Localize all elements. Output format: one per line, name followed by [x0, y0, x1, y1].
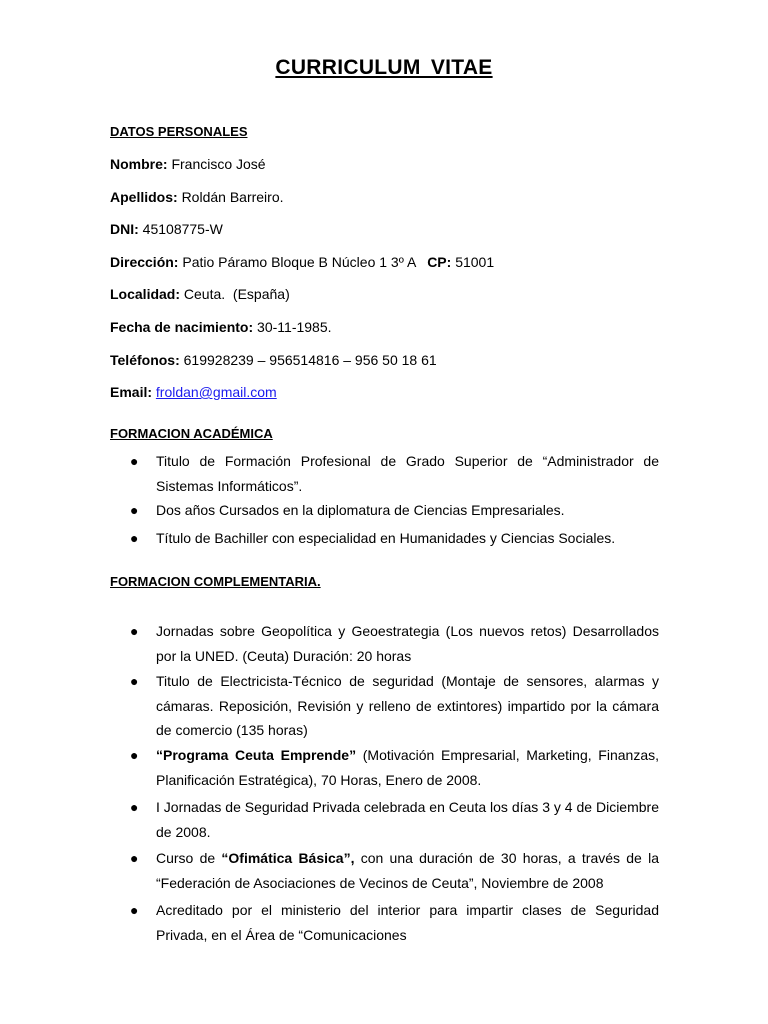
field-email — [110, 384, 277, 400]
field-localidad — [110, 286, 290, 302]
list-item — [130, 449, 659, 498]
label-localidad: Localidad: — [110, 286, 181, 302]
list-item — [130, 669, 659, 743]
section-heading-datos-personales: DATOS PERSONALES — [110, 124, 248, 139]
label-direccion: Dirección: — [110, 254, 179, 270]
document-title: CURRICULUM VITAE — [275, 56, 493, 79]
value-direccion: Patio Páramo Bloque B Núcleo 1 3º A — [182, 254, 416, 270]
value-fecha-nacimiento: 30-11-1985. — [257, 319, 332, 335]
list-item — [130, 846, 659, 895]
list-item-text: Titulo de Electricista-Técnico de seguridad (Montaje de sensores, alarmas y cámaras. Reposición, Revisión y relleno de extintores) impartido por la cámara de comercio (135 horas) — [156, 673, 659, 738]
list-item — [130, 898, 659, 947]
list-item — [130, 526, 659, 551]
value-cp: 51001 — [455, 254, 495, 270]
field-telefonos — [110, 352, 437, 368]
field-nombre — [110, 156, 266, 172]
list-item-text — [156, 846, 659, 895]
bullet-icon: ● — [130, 850, 139, 866]
value-dni: 45108775-W — [142, 221, 223, 237]
bullet-icon: ● — [130, 673, 139, 689]
list-item-text: Acreditado por el ministerio del interior para impartir clases de Seguridad Privada, en el Área de “Comunicaciones — [156, 902, 659, 943]
label-apellidos: Apellidos: — [110, 189, 178, 205]
field-fecha-nacimiento — [110, 319, 332, 335]
list-item — [130, 498, 659, 523]
programa-ceuta-emprende-title: “Programa Ceuta Emprende” — [156, 747, 357, 763]
value-nombre: Francisco José — [171, 156, 266, 172]
list-item-text: Dos años Cursados en la diplomatura de Ciencias Empresariales. — [156, 502, 565, 518]
bullet-icon: ● — [130, 502, 139, 518]
list-item-text: I Jornadas de Seguridad Privada celebrada en Ceuta los días 3 y 4 de Diciembre de 2008. — [156, 799, 659, 840]
list-item — [130, 795, 659, 844]
field-direccion — [110, 254, 494, 270]
bullet-icon: ● — [130, 530, 139, 546]
list-item — [130, 743, 659, 792]
label-telefonos: Teléfonos: — [110, 352, 180, 368]
bullet-icon: ● — [130, 453, 139, 469]
label-cp: CP: — [427, 254, 452, 270]
field-apellidos — [110, 189, 284, 205]
ofimatica-prefix: Curso de — [156, 850, 222, 866]
label-email: Email: — [110, 384, 153, 400]
section-heading-formacion-academica: FORMACION ACADÉMICA — [110, 426, 273, 441]
field-dni — [110, 221, 223, 237]
section-heading-formacion-complementaria: FORMACION COMPLEMENTARIA. — [110, 574, 321, 589]
bullet-icon: ● — [130, 902, 139, 918]
label-dni: DNI: — [110, 221, 139, 237]
list-item-text — [156, 743, 659, 792]
value-telefonos: 619928239 – 956514816 – 956 50 18 61 — [183, 352, 437, 368]
list-item-text: Título de Bachiller con especialidad en Humanidades y Ciencias Sociales. — [156, 530, 616, 546]
label-nombre: Nombre: — [110, 156, 168, 172]
list-item — [130, 619, 659, 668]
list-item-text: Jornadas sobre Geopolítica y Geoestrategia (Los nuevos retos) Desarrollados por la UNED. (Ceuta) Duración: 20 horas — [156, 623, 659, 664]
label-fecha-nacimiento: Fecha de nacimiento: — [110, 319, 254, 335]
email-link[interactable]: froldan@gmail.com — [155, 384, 277, 400]
ofimatica-basica-title: “Ofimática Básica”, — [221, 850, 355, 866]
bullet-icon: ● — [130, 623, 139, 639]
programa-ceuta-emprende-details: (Motivación Empresarial, Marketing, Finanzas, Planificación Estratégica), 70 Horas, Enero de 2008. — [156, 747, 659, 788]
list-item-text: Titulo de Formación Profesional de Grado Superior de “Administrador de Sistemas Informáticos”. — [156, 453, 659, 494]
value-apellidos: Roldán Barreiro. — [181, 189, 284, 205]
bullet-icon: ● — [130, 747, 139, 763]
bullet-icon: ● — [130, 799, 139, 815]
ofimatica-details: con una duración de 30 horas, a través de la “Federación de Asociaciones de Vecinos de Ceuta”, Noviembre de 2008 — [156, 850, 659, 891]
value-localidad: Ceuta. (España) — [183, 286, 290, 302]
